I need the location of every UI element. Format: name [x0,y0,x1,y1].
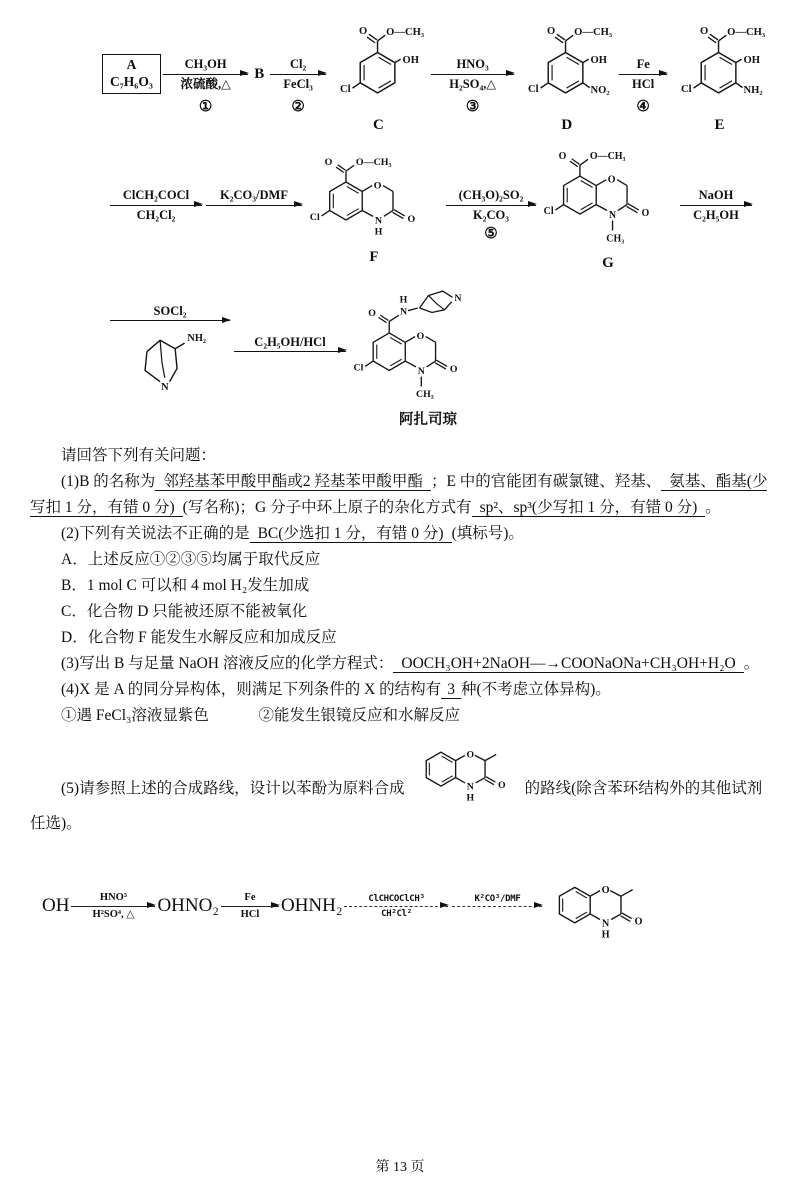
route-phenol: OH [42,895,70,917]
ring-oxygen: O [607,174,616,186]
azasetron-name: 阿扎司琼 [399,412,457,428]
structure-c [330,14,427,134]
reagent-top: NaOH [698,188,734,203]
structure-g-label: G [602,255,614,271]
chloro: Cl [680,83,692,95]
intro-line [30,443,770,469]
q1-mid-1: ；E 中的官能团有碳氯键、羟基、 [430,473,662,491]
reaction-arrow [163,74,248,75]
question-2 [30,521,770,547]
chloro: Cl [528,83,539,95]
reaction-arrow [680,205,752,206]
quinuclidine-nitrogen: N [454,292,462,304]
reaction-arrow [234,351,346,352]
option-a: A．上述反应①②③⑤均属于取代反应 [61,551,321,569]
question-3 [30,651,770,677]
route-step-acylation [344,894,448,920]
q3-end: 。 [743,655,760,673]
reaction-arrow [431,74,514,75]
ester-carbonyl-o: O [358,26,368,38]
reaction-arrow [206,205,302,206]
structure-g [540,138,676,272]
reaction-chlorination [110,304,230,399]
structure-f [306,144,442,266]
q3-answer-equation: OOCH₃OH+2NaOH—→COONaONa+CH₃OH+H₂O [393,655,743,673]
compound-a-letter: A [126,57,137,73]
step-number-3: ③ [465,98,480,115]
reagent-top: K₂CO₃/DMF [220,188,288,203]
ester-ome: O—CH₃ [574,27,613,39]
structure-azasetron [350,274,506,429]
reaction-step-1 [163,57,248,115]
route-step-reduction [221,892,279,921]
reagent-top: ClCHCOClCH³ [368,893,425,904]
amide-oxygen: O [368,308,376,320]
q1-mid-2: (写名称)；G 分子中环上原子的杂化方式有 [182,499,472,517]
reaction-arrow [619,74,667,75]
quinuclidine-amine-drawing [130,323,210,399]
nh-hydrogen: H [374,226,383,238]
chloro: Cl [309,211,320,223]
n-methyl: CH₃ [416,389,434,401]
reagent-top: Cl₂ [289,57,307,72]
reaction-amidation [234,335,346,369]
scheme-row-2 [108,138,770,272]
reagent-bottom: CH²Cl² [381,908,412,919]
reagent-top: (CH₃O)₂SO₂ [458,188,524,203]
question-5 [30,729,770,837]
reagent-bottom: K₂CO₃ [473,207,509,222]
page-number: 第 13 页 [375,1160,425,1175]
step-number-5: ⑤ [484,225,498,242]
q5-prompt: (5)请参照上述的合成路线，设计以苯酚为原料合成 [61,780,405,798]
amide-hydrogen: H [399,294,408,306]
structure-d [518,14,615,134]
hydroxyl: OH [590,55,608,67]
reaction-arrow [71,906,155,907]
reagent-top: ClCH₂COCl [122,188,190,203]
reaction-arrow [270,74,326,75]
q4-prompt: (4)X 是 A 的同分异构体，则满足下列条件的 X 的结构有 [61,681,442,699]
reagent-top: HNO₃ [456,57,489,72]
compound-b-letter: B [254,65,265,82]
nh-hydrogen: H [466,792,474,804]
ring-nitrogen: N [374,215,383,227]
structure-c-drawing [330,14,427,116]
nh-hydrogen: H [602,930,611,942]
ester-carbonyl-o: O [699,26,709,38]
reagent-top: C₂H₅OH/HCl [254,334,326,349]
reagent-top: SOCl₂ [153,303,187,318]
reaction-cyclization [206,188,302,222]
route-product-drawing [544,863,656,949]
bridgehead-nitrogen: N [161,382,169,394]
hydroxyl: OH [402,55,419,67]
hydroxyl: OH [743,55,761,67]
reagent-bottom: CH₂Cl₂ [136,207,176,222]
question-1 [30,469,770,521]
reaction-methylation [446,188,536,242]
reagent-bottom: H₂SO₄,△ [449,76,496,91]
amino: NH₂ [743,84,763,96]
structure-e-label: E [714,117,725,133]
ester-ome: O—CH₃ [589,150,626,162]
q1-end: 。 [705,499,721,517]
reagent-bottom: 浓硫酸,△ [180,76,231,91]
azasetron-drawing [350,274,506,408]
ring-oxygen: O [416,331,425,343]
reagent-top: Fe [244,891,256,903]
question-section [30,443,770,837]
ring-oxygen: O [466,749,474,761]
amide-nitrogen: N [399,306,408,318]
lactam-oxygen: O [635,917,644,929]
q2-prompt: (2)下列有关说法不正确的是 [61,525,250,543]
reaction-arrow [110,320,230,321]
ester-ome: O—CH₃ [355,156,392,168]
reagent-bottom: HCl [240,908,260,920]
scheme-row-3 [108,274,770,429]
q4-condition-2: ②能发生银镜反应和水解反应 [258,707,461,725]
reaction-acylation [110,188,202,222]
ring-oxygen: O [373,180,382,192]
step-number-2: ② [291,98,305,115]
ester-carbonyl-o: O [547,26,556,38]
q2-answer: BC(少选扣 1 分，有错 0 分) [250,525,452,543]
reagent-bottom: C₂H₅OH [693,207,739,222]
reagent-top: CH₃OH [184,57,227,72]
designed-route [42,863,770,949]
reaction-step-2 [270,57,326,115]
intro-text: 请回答下列有关问题： [61,447,217,464]
lactam-oxygen: O [641,207,650,219]
q4-end: 种(不考虑立体异构)。 [460,681,611,699]
structure-c-label: C [373,117,384,133]
route-step-nitration [71,892,155,921]
reagent-bottom: FeCl₃ [283,76,313,91]
reagent-bottom: HCl [632,76,655,91]
option-d: D．化合物 F 能发生水解反应和加成反应 [61,629,337,647]
ester-ome: O—CH₃ [727,27,766,39]
q1-prompt: (1)B 的名称为 [61,473,156,491]
option-b: B．1 mol C 可以和 4 mol H₂发生加成 [61,577,310,595]
ring-oxygen: O [602,885,611,897]
amino: NH₂ [187,333,207,345]
route-product-structure [544,863,656,949]
q5-end: 的路线(除含苯环结构外的其他试剂任选)。 [30,780,763,833]
q2-end: (填标号)。 [451,525,524,543]
structure-f-drawing [306,144,442,248]
ring-nitrogen: N [417,365,425,377]
lactam-oxygen: O [449,364,458,376]
ring-nitrogen: N [466,781,474,793]
q1-answer-3: sp²、sp³(少写扣 1 分，有错 0 分) [472,499,706,517]
chloro: Cl [353,362,364,374]
structure-d-drawing [518,14,615,116]
reaction-step-3 [431,57,514,115]
q1-answer-2: 氨基、酯基(少写扣 1 分，有错 0 分) [30,473,768,517]
reagent-bottom: H²SO⁴, △ [92,908,135,920]
reaction-arrow [344,906,448,907]
structure-g-drawing [540,138,676,254]
reaction-step-4 [619,57,667,115]
ester-carbonyl-o: O [324,156,333,168]
route-step-cyclization [452,894,542,920]
structure-d-label: D [561,117,573,133]
reagent-top: K²CO³/DMF [474,893,521,904]
reaction-hydrolysis [680,188,752,222]
chloro: Cl [339,83,351,95]
structure-e-drawing [671,14,768,116]
reaction-arrow [452,906,542,907]
structure-f-label: F [369,249,379,265]
question-4 [30,677,770,703]
ring-nitrogen: N [608,209,617,221]
option-c: C．化合物 D 只能被还原不能被氧化 [61,603,308,621]
route-aminophenol: OHNH₂ [280,895,343,917]
q4-condition-1: ①遇 FeCl₃溶液显紫色 [61,707,209,725]
q1-answer-1: 邻羟基苯甲酸甲酯或2 羟基苯甲酸甲酯 [155,473,431,491]
step-number-4: ④ [636,98,650,115]
q5-target-structure [411,729,519,811]
reaction-arrow [221,906,279,907]
step-number-1: ① [198,98,213,115]
compound-a-box [102,54,161,94]
lactam-oxygen: O [497,780,506,792]
structure-e [671,14,768,134]
n-methyl: CH₃ [606,233,625,245]
ring-nitrogen: N [602,918,610,930]
ester-ome: O—CH₃ [386,27,424,39]
nitro: NO₂ [590,84,610,96]
chloro: Cl [543,206,554,218]
route-nitrophenol: OHNO₂ [157,895,219,917]
target-structure-drawing [411,729,519,811]
ester-carbonyl-o: O [558,150,567,162]
reaction-arrow [446,205,536,206]
reagent-top: HNO³ [99,891,127,903]
scheme-row-1 [102,14,770,134]
compound-a-formula: C₇H₆O₃ [110,74,153,89]
q4-answer-count: 3 [441,681,461,699]
lactam-oxygen: O [407,213,416,225]
reagent-top: Fe [636,57,650,72]
q3-prompt: (3)写出 B 与足量 NaOH 溶液反应的化学方程式： [61,655,394,673]
q4-conditions [30,703,770,729]
reaction-arrow [110,205,202,206]
